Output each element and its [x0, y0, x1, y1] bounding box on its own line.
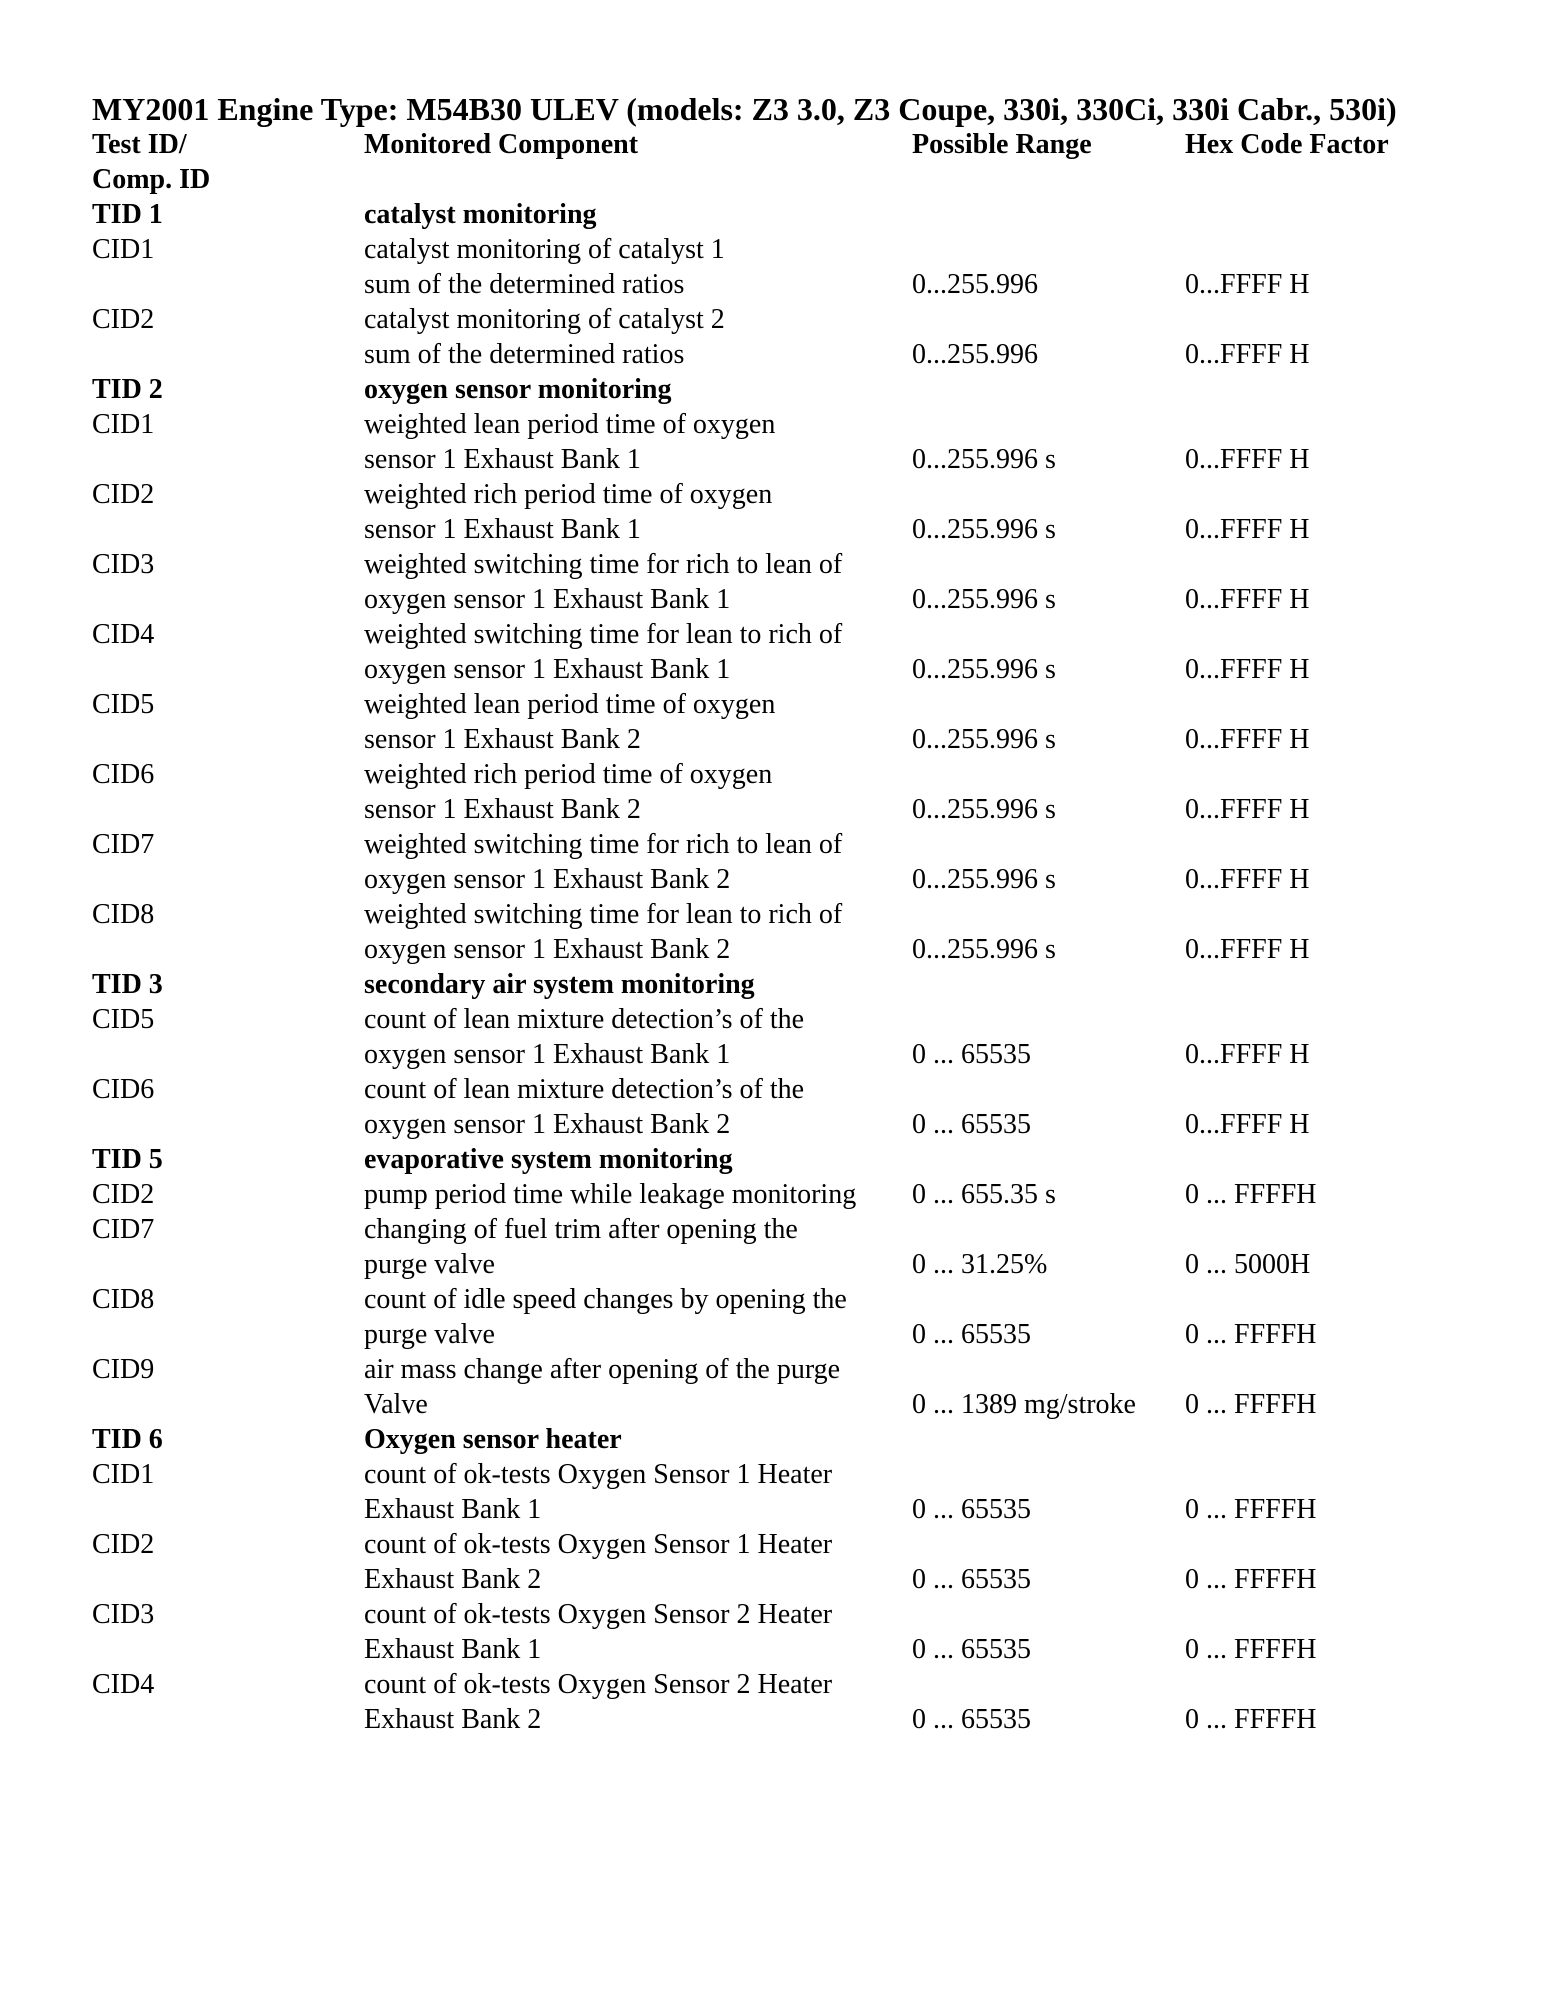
component-description-line: purge valve [364, 1249, 495, 1280]
component-description-line: catalyst monitoring of catalyst 2 [364, 304, 725, 335]
test-id: TID 1 [92, 199, 163, 230]
component-row [92, 1002, 1492, 1072]
document-title: MY2001 Engine Type: M54B30 ULEV (models: Z3 3.0, Z3 Coupe, 330i, 330Ci, 330i Cabr., 530i) [92, 91, 1397, 127]
component-row [92, 477, 1492, 547]
hex-code-factor: 0 ... FFFFH [1185, 1564, 1317, 1595]
hex-code-factor: 0 ... FFFFH [1185, 1179, 1317, 1210]
component-row [92, 1457, 1492, 1527]
hex-code-factor: 0...FFFF H [1185, 724, 1310, 755]
header-possible-range: Possible Range [912, 129, 1092, 160]
component-row [92, 407, 1492, 477]
possible-range: 0 ... 655.35 s [912, 1179, 1056, 1210]
component-id: CID2 [92, 479, 155, 510]
component-description-line: Exhaust Bank 2 [364, 1704, 542, 1735]
possible-range: 0...255.996 s [912, 934, 1056, 965]
test-group-title: oxygen sensor monitoring [364, 374, 672, 405]
component-description [364, 1597, 912, 1667]
header-monitored-component: Monitored Component [364, 129, 639, 160]
component-description-line: Exhaust Bank 2 [364, 1564, 542, 1595]
component-id: CID1 [92, 1459, 155, 1490]
component-description [364, 232, 912, 302]
component-description-line: weighted switching time for lean to rich of [364, 899, 843, 930]
possible-range: 0...255.996 s [912, 584, 1056, 615]
possible-range: 0...255.996 s [912, 444, 1056, 475]
hex-code-factor: 0 ... FFFFH [1185, 1319, 1317, 1350]
component-id: CID4 [92, 619, 155, 650]
possible-range: 0 ... 65535 [912, 1494, 1031, 1525]
component-description-line: Exhaust Bank 1 [364, 1634, 542, 1665]
component-description [364, 827, 912, 897]
hex-code-factor: 0...FFFF H [1185, 444, 1310, 475]
component-row [92, 1527, 1492, 1597]
hex-code-factor: 0...FFFF H [1185, 339, 1310, 370]
test-id: TID 6 [92, 1424, 163, 1455]
component-description-line: sensor 1 Exhaust Bank 2 [364, 794, 641, 825]
component-description [364, 477, 912, 547]
component-description-line: sensor 1 Exhaust Bank 2 [364, 724, 641, 755]
component-description-line: count of idle speed changes by opening the [364, 1284, 847, 1315]
component-description-line: weighted rich period time of oxygen [364, 759, 773, 790]
component-description-line: purge valve [364, 1319, 495, 1350]
component-description-line: oxygen sensor 1 Exhaust Bank 2 [364, 864, 731, 895]
component-id: CID1 [92, 234, 155, 265]
test-group-hex-empty [1185, 1422, 1492, 1457]
component-id: CID8 [92, 899, 155, 930]
possible-range: 0...255.996 s [912, 864, 1056, 895]
test-group-range-empty [912, 197, 1185, 232]
component-description [364, 757, 912, 827]
header-test-id [92, 127, 364, 197]
test-group-row [92, 1422, 1492, 1457]
component-id: CID4 [92, 1669, 155, 1700]
component-description [364, 407, 912, 477]
component-description-line: weighted switching time for rich to lean of [364, 829, 843, 860]
test-group-hex-empty [1185, 1142, 1492, 1177]
component-description [364, 1282, 912, 1352]
component-row [92, 232, 1492, 302]
hex-code-factor: 0...FFFF H [1185, 1109, 1310, 1140]
possible-range: 0...255.996 [912, 339, 1038, 370]
possible-range: 0 ... 65535 [912, 1564, 1031, 1595]
possible-range: 0 ... 65535 [912, 1704, 1031, 1735]
component-description [364, 897, 912, 967]
component-id: CID2 [92, 1179, 155, 1210]
component-row [92, 827, 1492, 897]
component-description [364, 547, 912, 617]
component-description-line: count of ok-tests Oxygen Sensor 1 Heater [364, 1529, 833, 1560]
component-description-line: weighted lean period time of oxygen [364, 689, 776, 720]
test-group-row [92, 372, 1492, 407]
possible-range: 0...255.996 s [912, 794, 1056, 825]
component-id: CID3 [92, 549, 155, 580]
test-group-title: catalyst monitoring [364, 199, 597, 230]
component-description-line: sum of the determined ratios [364, 269, 685, 300]
component-description-line: changing of fuel trim after opening the [364, 1214, 798, 1245]
component-description-line: pump period time while leakage monitoring [364, 1179, 857, 1210]
hex-code-factor: 0...FFFF H [1185, 864, 1310, 895]
test-group-title: evaporative system monitoring [364, 1144, 733, 1175]
component-description [364, 1352, 912, 1422]
component-description-line: count of ok-tests Oxygen Sensor 2 Heater [364, 1669, 833, 1700]
possible-range: 0...255.996 s [912, 654, 1056, 685]
component-description-line: count of lean mixture detection’s of the [364, 1074, 805, 1105]
hex-code-factor: 0...FFFF H [1185, 514, 1310, 545]
possible-range: 0 ... 65535 [912, 1634, 1031, 1665]
possible-range: 0 ... 65535 [912, 1039, 1031, 1070]
test-group-range-empty [912, 372, 1185, 407]
hex-code-factor: 0...FFFF H [1185, 1039, 1310, 1070]
component-id: CID2 [92, 304, 155, 335]
component-row [92, 897, 1492, 967]
component-description-line: sensor 1 Exhaust Bank 1 [364, 514, 641, 545]
component-description-line: oxygen sensor 1 Exhaust Bank 1 [364, 654, 731, 685]
component-description [364, 1212, 912, 1282]
component-id: CID7 [92, 1214, 155, 1245]
possible-range: 0...255.996 s [912, 514, 1056, 545]
hex-code-factor: 0 ... FFFFH [1185, 1389, 1317, 1420]
component-id: CID6 [92, 759, 155, 790]
component-description-line: oxygen sensor 1 Exhaust Bank 1 [364, 584, 731, 615]
hex-code-factor: 0 ... FFFFH [1185, 1634, 1317, 1665]
test-group-title: secondary air system monitoring [364, 969, 755, 1000]
table-body [92, 127, 1492, 1737]
test-id: TID 5 [92, 1144, 163, 1175]
component-row [92, 617, 1492, 687]
test-group-range-empty [912, 967, 1185, 1002]
test-group-row [92, 197, 1492, 232]
monitor-spec-table [92, 127, 1492, 1737]
component-row [92, 687, 1492, 757]
header-test-id-line1: Test ID/ [92, 129, 187, 160]
component-id: CID3 [92, 1599, 155, 1630]
component-description-line: weighted switching time for rich to lean of [364, 549, 843, 580]
component-id: CID5 [92, 1004, 155, 1035]
component-description [364, 687, 912, 757]
component-description-line: catalyst monitoring of catalyst 1 [364, 234, 725, 265]
component-row [92, 1282, 1492, 1352]
component-description-line: Exhaust Bank 1 [364, 1494, 542, 1525]
component-description-line: count of ok-tests Oxygen Sensor 2 Heater [364, 1599, 833, 1630]
component-description [364, 1667, 912, 1737]
hex-code-factor: 0 ... FFFFH [1185, 1704, 1317, 1735]
component-description-line: oxygen sensor 1 Exhaust Bank 1 [364, 1039, 731, 1070]
component-row [92, 1597, 1492, 1667]
hex-code-factor: 0...FFFF H [1185, 584, 1310, 615]
table-header-row [92, 127, 1492, 197]
test-group-title: Oxygen sensor heater [364, 1424, 622, 1455]
component-description [364, 1457, 912, 1527]
component-row [92, 547, 1492, 617]
test-group-range-empty [912, 1142, 1185, 1177]
component-id: CID8 [92, 1284, 155, 1315]
possible-range: 0...255.996 [912, 269, 1038, 300]
header-hex-code-factor: Hex Code Factor [1185, 129, 1389, 160]
test-group-hex-empty [1185, 967, 1492, 1002]
component-description [364, 1002, 912, 1072]
test-group-hex-empty [1185, 197, 1492, 232]
component-id: CID1 [92, 409, 155, 440]
possible-range: 0 ... 1389 mg/stroke [912, 1389, 1136, 1420]
component-row [92, 1352, 1492, 1422]
test-id: TID 3 [92, 969, 163, 1000]
component-row [92, 757, 1492, 827]
component-description [364, 1527, 912, 1597]
component-id: CID6 [92, 1074, 155, 1105]
component-description-line: oxygen sensor 1 Exhaust Bank 2 [364, 1109, 731, 1140]
hex-code-factor: 0...FFFF H [1185, 269, 1310, 300]
component-description-line: weighted lean period time of oxygen [364, 409, 776, 440]
document-page [92, 92, 1492, 1737]
hex-code-factor: 0...FFFF H [1185, 794, 1310, 825]
component-description-line: Valve [364, 1389, 428, 1420]
component-description [364, 302, 912, 372]
component-description-line: sum of the determined ratios [364, 339, 685, 370]
header-test-id-line2: Comp. ID [92, 164, 211, 195]
component-id: CID7 [92, 829, 155, 860]
test-group-range-empty [912, 1422, 1185, 1457]
hex-code-factor: 0 ... FFFFH [1185, 1494, 1317, 1525]
possible-range: 0 ... 65535 [912, 1109, 1031, 1140]
component-row [92, 1212, 1492, 1282]
component-description-line: count of ok-tests Oxygen Sensor 1 Heater [364, 1459, 833, 1490]
component-description [364, 1177, 912, 1212]
hex-code-factor: 0...FFFF H [1185, 934, 1310, 965]
hex-code-factor: 0...FFFF H [1185, 654, 1310, 685]
hex-code-factor: 0 ... 5000H [1185, 1249, 1311, 1280]
component-description [364, 617, 912, 687]
component-id: CID2 [92, 1529, 155, 1560]
component-row [92, 1072, 1492, 1142]
test-group-row [92, 1142, 1492, 1177]
possible-range: 0...255.996 s [912, 724, 1056, 755]
component-description-line: sensor 1 Exhaust Bank 1 [364, 444, 641, 475]
component-row [92, 1667, 1492, 1737]
component-description-line: air mass change after opening of the purge [364, 1354, 841, 1385]
component-description-line: weighted rich period time of oxygen [364, 479, 773, 510]
component-description-line: oxygen sensor 1 Exhaust Bank 2 [364, 934, 731, 965]
test-group-row [92, 967, 1492, 1002]
component-id: CID9 [92, 1354, 155, 1385]
possible-range: 0 ... 31.25% [912, 1249, 1048, 1280]
component-description [364, 1072, 912, 1142]
component-id: CID5 [92, 689, 155, 720]
component-description-line: weighted switching time for lean to rich of [364, 619, 843, 650]
component-description-line: count of lean mixture detection’s of the [364, 1004, 805, 1035]
component-row [92, 1177, 1492, 1212]
component-row [92, 302, 1492, 372]
test-id: TID 2 [92, 374, 163, 405]
possible-range: 0 ... 65535 [912, 1319, 1031, 1350]
test-group-hex-empty [1185, 372, 1492, 407]
